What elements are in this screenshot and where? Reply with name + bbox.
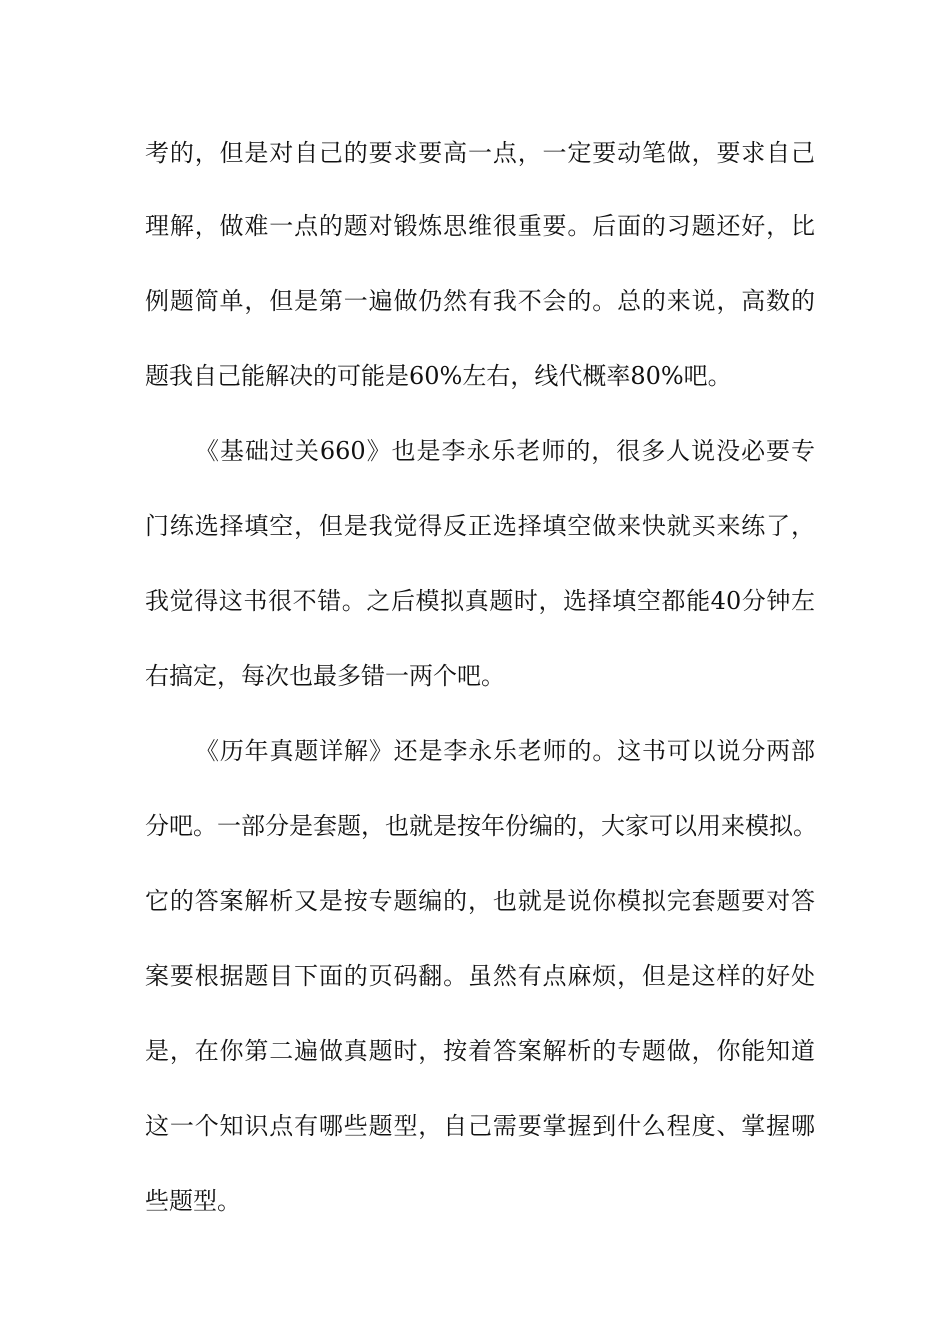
- text-line-7: 我觉得这书很不错。之后模拟真题时，选择填空都能40分钟左: [145, 587, 815, 615]
- text-line-2: 理解，做难一点的题对锻炼思维很重要。后面的习题还好，比: [145, 212, 815, 240]
- text-line-15: 些题型。: [145, 1187, 241, 1215]
- text-line-8: 右搞定，每次也最多错一两个吧。: [145, 662, 505, 690]
- text-line-5: 《基础过关660》也是李永乐老师的，很多人说没必要专: [195, 437, 815, 465]
- text-line-14: 这一个知识点有哪些题型，自己需要掌握到什么程度、掌握哪: [145, 1112, 815, 1140]
- text-line-4: 题我自己能解决的可能是60%左右，线代概率80%吧。: [145, 362, 732, 390]
- text-line-3: 例题简单，但是第一遍做仍然有我不会的。总的来说，高数的: [145, 287, 815, 315]
- text-line-11: 它的答案解析又是按专题编的，也就是说你模拟完套题要对答: [145, 887, 815, 915]
- text-line-6: 门练选择填空，但是我觉得反正选择填空做来快就买来练了，: [145, 512, 815, 540]
- text-line-13: 是，在你第二遍做真题时，按着答案解析的专题做，你能知道: [145, 1037, 815, 1065]
- text-line-10: 分吧。一部分是套题，也就是按年份编的，大家可以用来模拟。: [145, 812, 817, 840]
- text-line-12: 案要根据题目下面的页码翻。虽然有点麻烦，但是这样的好处: [145, 962, 815, 990]
- text-line-9: 《历年真题详解》还是李永乐老师的。这书可以说分两部: [195, 737, 815, 765]
- text-line-1: 考的，但是对自己的要求要高一点，一定要动笔做，要求自己: [145, 139, 815, 167]
